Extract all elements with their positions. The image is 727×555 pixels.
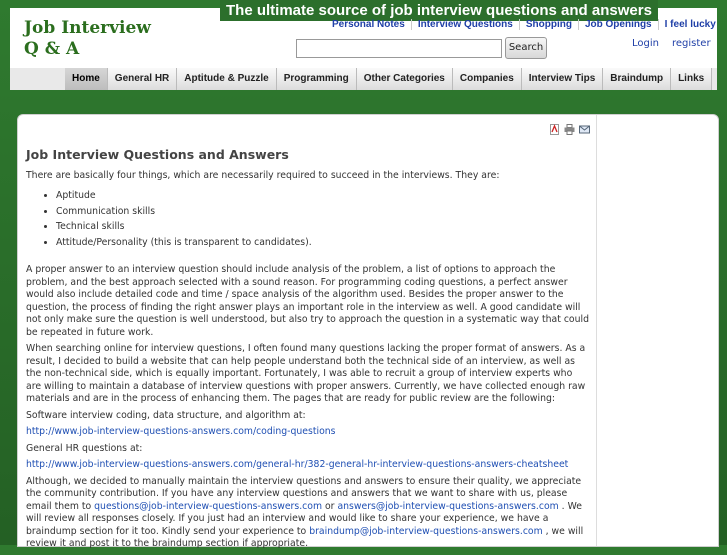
tab-other-categories[interactable]: Other Categories	[357, 68, 453, 90]
article-body	[26, 264, 590, 555]
tagline-banner: The ultimate source of job interview questions and answers	[220, 0, 658, 21]
toplink-job-openings[interactable]: Job Openings	[578, 19, 658, 30]
logo-line-2: Q & A	[24, 39, 80, 59]
site-logo[interactable]	[24, 18, 151, 60]
register-link[interactable]: register	[672, 38, 711, 49]
header	[10, 2, 717, 68]
tab-interview-tips[interactable]: Interview Tips	[522, 68, 604, 90]
search-button[interactable]: Search	[505, 37, 547, 59]
intro-text: There are basically four things, which are necessarily required to succeed in the interviews. They are:	[26, 170, 500, 181]
paragraph-proper-answer: A proper answer to an interview question should include analysis of the problem, a list of options to approach the problem, and the best approach selected with a sound reason. For programming coding questions, a perfect answer would also include detailed code and time / space analysis of the algorithm used. Besides the proper answer to the question, the process of finding the right answer plays an important role in the interview as well. A good candidate will not only make sure the question is well understood, but also try to approach the question in a systematic way that could be repeated in future work.	[26, 264, 589, 338]
tab-braindump[interactable]: Braindump	[603, 68, 671, 90]
contribution-text-d: , we will review it and post it to the braindump section if appropriate.	[26, 525, 584, 549]
tab-aptitude-puzzle[interactable]: Aptitude & Puzzle	[177, 68, 276, 90]
answers-email-link[interactable]: answers@job-interview-questions-answers.com	[337, 500, 559, 512]
general-hr-link[interactable]: http://www.job-interview-questions-answers.com/general-hr/382-general-hr-interview-questions-answers-cheatsheet	[26, 459, 569, 470]
top-links	[326, 19, 722, 30]
nav-bar	[10, 68, 717, 90]
general-hr-link-row	[26, 459, 590, 472]
article-tools	[549, 124, 590, 135]
tab-home[interactable]: Home	[65, 68, 108, 90]
page-wrapper	[10, 2, 717, 549]
email-icon[interactable]	[579, 124, 590, 135]
list-item: • Aptitude	[56, 190, 312, 206]
toplink-feel-lucky[interactable]: I feel lucky	[658, 19, 722, 30]
page-title: Job Interview Questions and Answers	[26, 147, 289, 162]
article	[26, 115, 597, 549]
coding-questions-link-row	[26, 426, 590, 439]
content-box	[17, 114, 719, 547]
pdf-icon[interactable]	[549, 124, 560, 135]
main-nav	[65, 68, 712, 90]
paragraph-searching: When searching online for interview questions, I often found many questions lacking the proper format of answers. As a result, I decided to build a website that can help people understand both the technical side of an interview, as well as the non-technical side, which is equally important. Fortunately, I was able to recruit a group of interview experts who are willing to maintain a database of interview questions with proper answers. Currently, we have collected enough raw materials and are in the process of enhancing them. The pages that are ready for public review are the following:	[26, 343, 586, 404]
toplink-interview-questions[interactable]: Interview Questions	[411, 19, 519, 30]
paragraph-contribution	[26, 476, 590, 551]
toplink-shopping[interactable]: Shopping	[519, 19, 578, 30]
list-item: • Communication skills	[56, 206, 312, 222]
tab-links[interactable]: Links	[671, 68, 712, 90]
braindump-email-link[interactable]: braindump@job-interview-questions-answers.com	[309, 525, 543, 537]
requirements-list	[26, 190, 312, 252]
list-item: • Technical skills	[56, 221, 312, 237]
paragraph-software-label: Software interview coding, data structure, and algorithm at:	[26, 409, 306, 421]
coding-questions-link[interactable]: http://www.job-interview-questions-answers.com/coding-questions	[26, 426, 336, 437]
tab-companies[interactable]: Companies	[453, 68, 522, 90]
paragraph-hr-label: General HR questions at:	[26, 442, 143, 454]
tab-general-hr[interactable]: General HR	[108, 68, 177, 90]
search-input[interactable]	[296, 39, 502, 58]
toplink-personal-notes[interactable]: Personal Notes	[332, 19, 405, 30]
list-item: • Attitude/Personality (this is transparent to candidates).	[56, 237, 312, 253]
tab-programming[interactable]: Programming	[277, 68, 357, 90]
login-link[interactable]: Login	[632, 38, 659, 49]
print-icon[interactable]	[564, 124, 575, 135]
contribution-text-a: Although, we decided to manually maintain the interview questions and answers to ensure their quality, we appreciate the community contribution. If you have any interview questions and answers that we want to share with us, please email them to	[26, 475, 582, 512]
questions-email-link[interactable]: questions@job-interview-questions-answers.com	[94, 500, 323, 512]
logo-line-1: Job Interview	[24, 18, 151, 38]
contribution-text-c: . We will review all responses closely. If you just had an interview and would like to share your experience, we have a braindump section for it too. Kindly send your experience to	[26, 500, 582, 537]
contribution-text-b: or	[322, 500, 338, 512]
